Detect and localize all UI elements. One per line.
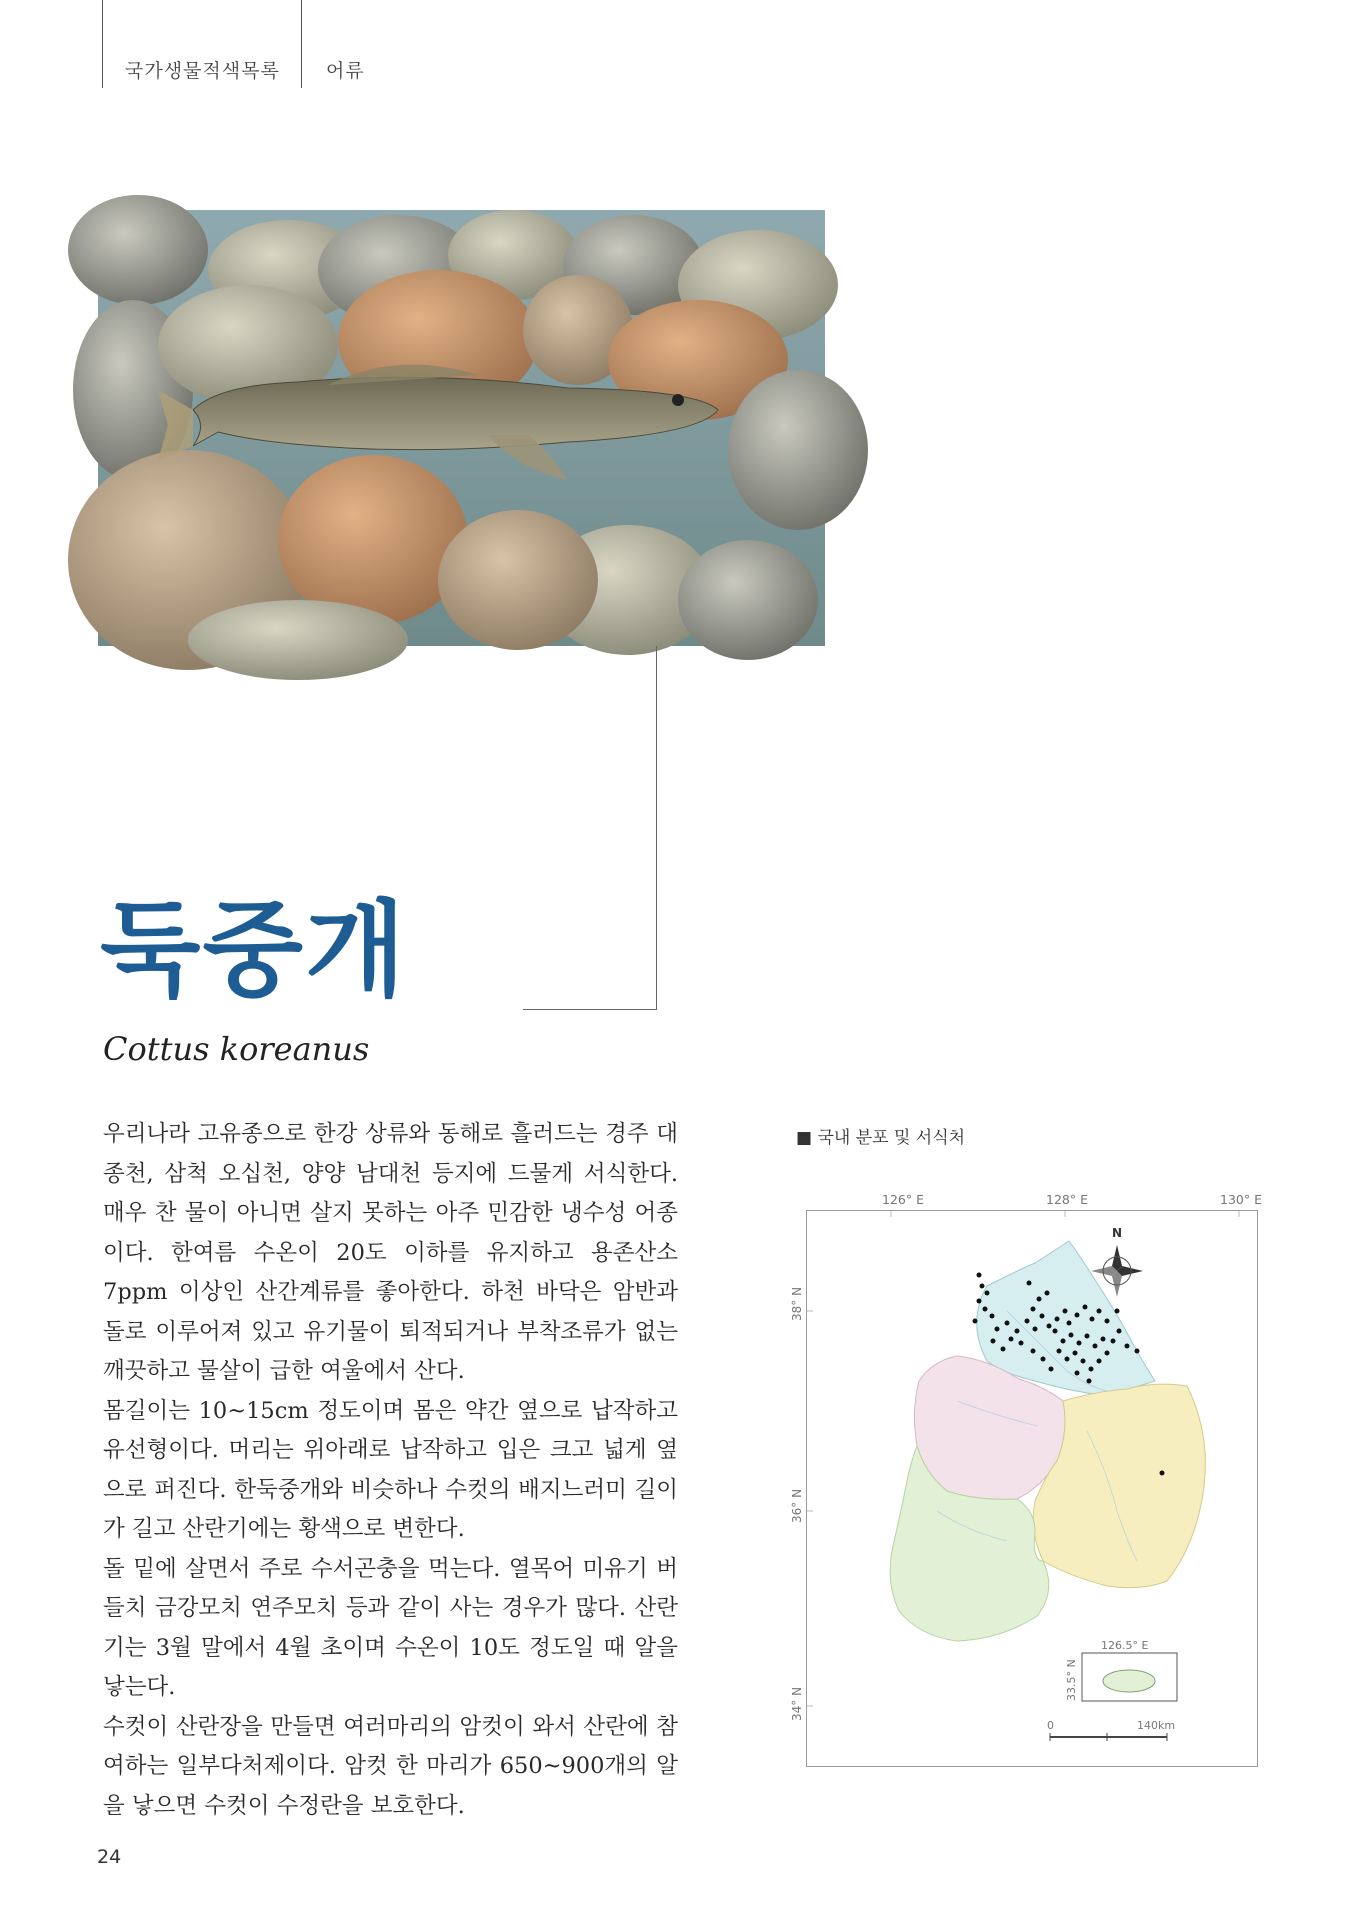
inset-lat-label: 33.5° N [1065,1659,1078,1701]
lon-label: 126° E [882,1192,924,1207]
scale-start: 0 [1047,1719,1054,1732]
species-scientific-name: Cottus koreanus [103,1030,370,1068]
map-caption: ■ 국내 분포 및 서식처 [796,1128,966,1148]
lat-label: 38° N [790,1286,804,1321]
frame-line-horizontal [523,1009,657,1010]
lat-label: 36° N [790,1488,804,1523]
page-number: 24 [97,1846,122,1868]
species-korean-name: 둑중개 [100,889,408,1011]
lon-label: 130° E [1220,1192,1262,1207]
scale-end: 140km [1137,1719,1176,1732]
description-paragraph: 우리나라 고유종으로 한강 상류와 동해로 흘러드는 경주 대종천, 삼척 오십천, 양양 남대천 등지에 드물게 서식한다. 매우 찬 물이 아니면 살지 못하는 아주 민감한 냉수성 어종이다. 한여름 수온이 20도 이하를 유지하고 용존산소 7ppm 이상인 산간계류를 좋아한다. 하천 바닥은 암반과 돌로 이루어져 있고 유기물이 퇴적되거나 부착조류가 없는 깨끗하고 물살이 급한 여울에서 산다. [103,1121,678,1384]
header-category: 어류 [326,60,365,82]
header-section: 국가생물적색목록 [125,60,280,82]
description [103,1115,678,1826]
header-divider-left [102,0,103,88]
description-paragraph: 몸길이는 10~15cm 정도이며 몸은 약간 옆으로 납작하고 유선형이다. 머리는 위아래로 납작하고 입은 크고 넓게 옆으로 퍼진다. 한둑중개와 비슷하나 수컷의 배지느러미 길이가 길고 산란기에는 황색으로 변한다. [103,1397,678,1542]
distribution-map-canvas [790,1211,1257,1766]
lat-label: 34° N [790,1686,804,1721]
distribution-map [790,1210,1258,1767]
species-photo [98,210,825,646]
lon-label: 128° E [1046,1192,1088,1207]
description-paragraph: 돌 밑에 살면서 주로 수서곤충을 먹는다. 열목어 미유기 버들치 금강모치 연주모치 등과 같이 사는 경우가 많다. 산란기는 3월 말에서 4월 초이며 수온이 10도 정도일 때 알을 낳는다. [103,1555,678,1700]
description-paragraph: 수컷이 산란장을 만들면 여러마리의 암컷이 와서 산란에 참여하는 일부다처제이다. 암컷 한 마리가 650~900개의 알을 낳으면 수컷이 수정란을 보호한다. [103,1713,678,1819]
inset-lon-label: 126.5° E [1101,1639,1149,1652]
frame-line-vertical [656,646,657,1010]
header-divider-mid [301,0,302,88]
compass-north: N [1111,1226,1123,1240]
